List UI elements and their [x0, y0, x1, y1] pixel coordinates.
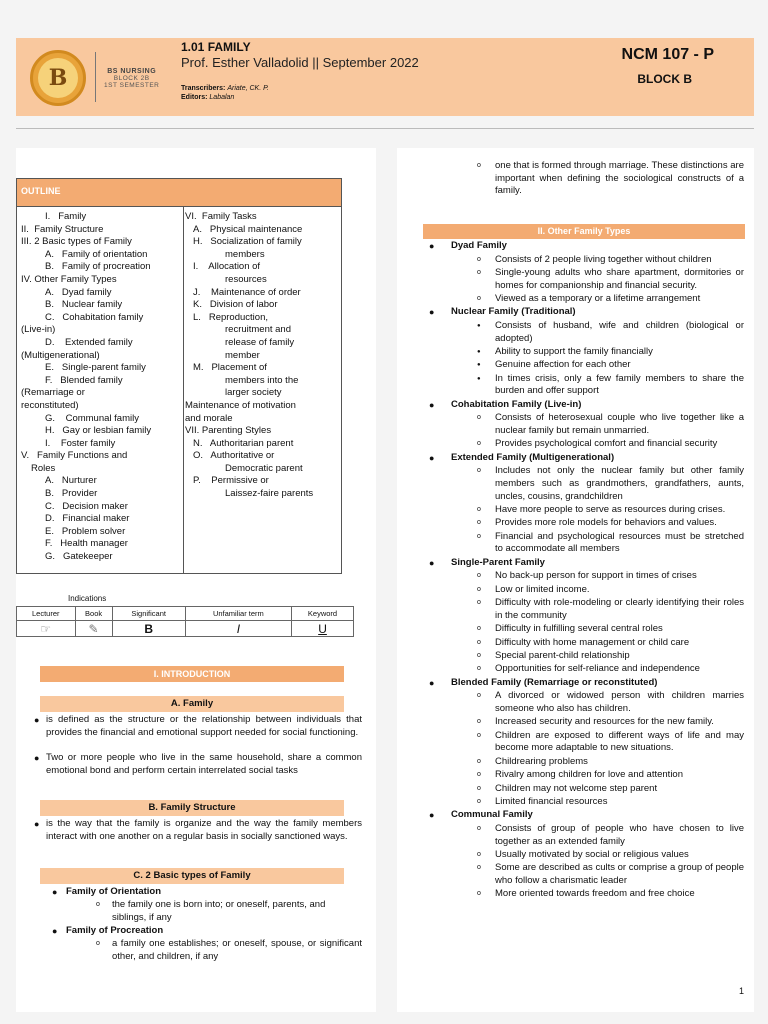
outline-item: B. Provider	[45, 488, 98, 500]
outline-item: members	[225, 248, 265, 260]
family-type-heading: ● Communal Family	[429, 809, 533, 821]
section-label: BLOCK B	[637, 72, 692, 86]
family-type-point: ● Ability to support the family financially	[477, 346, 653, 357]
outline-item: E. Single-parent family	[45, 362, 146, 374]
outline-item: and morale	[185, 412, 233, 424]
outline-item: G. Communal family	[45, 412, 139, 424]
outline-box	[16, 178, 342, 574]
family-type-point: o Includes not only the nuclear family but other family members such as grandmothers, grandfathers, aunts, uncles, cousins, grandchildren	[477, 465, 744, 502]
family-type-point: o Children are exposed to different ways of life and may become more adaptable to new situations.	[477, 729, 744, 754]
header-rule	[16, 128, 754, 129]
family-type-point: o Difficulty with role-modeling or clearly identifying their roles in the community	[477, 597, 744, 621]
family-heading: A. Family	[40, 696, 344, 712]
outline-item: O. Authoritative or	[193, 450, 275, 462]
structure-heading: B. Family Structure	[40, 800, 344, 816]
outline-item: D. Extended family	[45, 336, 133, 348]
outline-item: J. Maintenance of order	[193, 286, 301, 298]
outline-item: B. Nuclear family	[45, 299, 123, 311]
family-type-point: o Single-young adults who share apartment, dormitories or homes for companionship and financial security.	[477, 267, 744, 291]
family-type-point: o Provides more role models for behaviors and values.	[477, 517, 717, 529]
family-type-point: o No back-up person for support in times of crises	[477, 570, 697, 582]
outline-item: A. Family of orientation	[45, 248, 148, 260]
outline-item: II. Family Structure	[21, 223, 104, 235]
structure-bullet-1: ● is the way that the family is organize and the way the family members interact with one another on a regular basis in socially sanctioned ways.	[34, 818, 362, 842]
outline-item: release of family	[225, 336, 295, 348]
outline-item: recruitment and	[225, 324, 292, 336]
outline-item: P. Permissive or	[193, 475, 269, 487]
family-type-point: o Special parent-child relationship	[477, 650, 630, 661]
family-type-point: o Low or limited income.	[477, 583, 590, 595]
outline-item: VI. Family Tasks	[185, 211, 257, 222]
outline-item: C. Cohabitation family	[45, 311, 144, 323]
indications-table: Lecturer Book Significant Unfamiliar term Keyword ☞ ✎ B I U	[16, 606, 354, 637]
family-type-point: o More oriented towards freedom and free choice	[477, 888, 695, 900]
family-type-point: ● Genuine affection for each other	[477, 359, 631, 371]
family-type-point: o Difficulty with home management or child care	[477, 636, 690, 648]
family-type-heading: ● Dyad Family	[429, 240, 507, 251]
outline-item: Roles	[31, 462, 56, 474]
family-type-heading: ● Single-Parent Family	[429, 556, 545, 568]
outline-item: Laissez-faire parents	[225, 488, 314, 500]
outline-item: G. Gatekeeper	[45, 551, 113, 563]
family-type-heading: ● Cohabitation Family (Live-in)	[429, 398, 582, 410]
introduction-heading: I. INTRODUCTION	[40, 666, 344, 682]
lecture-title: 1.01 FAMILY	[181, 40, 251, 54]
other-types-heading: II. Other Family Types	[423, 224, 745, 239]
outline-item: E. Problem solver	[45, 525, 126, 537]
outline-heading: OUTLINE	[17, 179, 341, 207]
outline-item: H. Gay or lesbian family	[45, 425, 152, 437]
class-logo: B	[30, 50, 86, 106]
family-type-point: ● Consists of husband, wife and children (biological or adopted)	[477, 320, 744, 344]
outline-item: A. Nurturer	[45, 475, 97, 487]
family-type-point: ● In times crisis, only a few family members to share the burden and offer support	[477, 372, 744, 397]
continued-text: o one that is formed through marriage. These distinctions are important when defining the sociological constructs of a family.	[477, 160, 744, 197]
outline-item: members into the	[225, 374, 299, 386]
procreation-text: o a family one establishes; or oneself, spouse, or significant other, and children, if any	[96, 938, 362, 962]
outline-item: Democratic parent	[225, 462, 303, 474]
outline-item: B. Family of procreation	[45, 261, 151, 273]
orientation-text: o the family one is born into; or oneself, parents, and siblings, if any	[96, 899, 326, 923]
family-type-heading: ● Blended Family (Remarriage or reconstituted)	[429, 676, 658, 688]
outline-item: (Live-in)	[21, 324, 56, 336]
family-bullet-2: ● Two or more people who live in the same household, share a common emotional bond and perform certain interrelated social tasks	[34, 752, 362, 776]
types-heading: C. 2 Basic types of Family	[40, 868, 344, 884]
family-type-point: o Usually motivated by social or religious values	[477, 849, 689, 860]
outline-item: F. Health manager	[45, 538, 128, 550]
outline-item: (Remarriage or	[21, 387, 85, 399]
family-type-point: o Consists of heterosexual couple who live together like a nuclear family but remain unmarried.	[477, 412, 744, 436]
outline-item: N. Authoritarian parent	[193, 437, 294, 449]
family-type-point: o Provides psychological comfort and financial security	[477, 438, 718, 450]
outline-item: IV. Other Family Types	[21, 273, 117, 285]
outline-item: A. Dyad family	[45, 286, 112, 298]
outline-item: I. Foster family	[45, 437, 116, 449]
outline-item: III. 2 Basic types of Family	[21, 236, 132, 248]
family-type-point: o Viewed as a temporary or a lifetime arrangement	[477, 293, 701, 304]
outline-item: M. Placement of	[193, 362, 267, 374]
procreation-heading: ● Family of Procreation	[52, 925, 164, 936]
family-type-point: o A divorced or widowed person with children marries someone who also has children.	[477, 690, 744, 714]
outline-item: VII. Parenting Styles	[185, 425, 272, 437]
outline-item: F. Blended family	[45, 374, 123, 386]
outline-item: larger society	[225, 387, 282, 399]
outline-item: C. Decision maker	[45, 500, 128, 512]
right-column	[397, 148, 754, 1012]
family-type-point: o Consists of 2 people living together without children	[477, 253, 712, 265]
outline-item: A. Physical maintenance	[193, 223, 303, 235]
family-type-point: o Childrearing problems	[477, 755, 588, 767]
left-column	[16, 148, 376, 1012]
family-type-heading: ● Nuclear Family (Traditional)	[429, 306, 576, 318]
outline-item: K. Division of labor	[193, 299, 278, 311]
outline-col-2	[185, 211, 341, 501]
program-block: BS NURSING BLOCK 2B 1ST SEMESTER	[104, 68, 160, 89]
outline-item: H. Socialization of family	[193, 236, 302, 248]
page-number: 1	[738, 986, 744, 996]
family-type-point: o Consists of group of people who have chosen to live together as an extended family	[477, 823, 744, 847]
outline-item: I. Allocation of	[193, 261, 261, 273]
family-type-point: o Have more people to serve as resources during crises.	[477, 504, 726, 515]
outline-item: reconstituted)	[21, 399, 79, 411]
outline-item: member	[225, 349, 260, 361]
family-type-point: o Rivalry among children for love and attention	[477, 769, 683, 781]
credits: Transcribers: Ariate, CK. P. Editors: Labalan	[181, 85, 269, 101]
outline-item: (Multigenerational)	[21, 349, 100, 361]
course-code: NCM 107 - P	[621, 46, 714, 63]
family-type-point: o Difficulty in fulfilling several central roles	[477, 623, 663, 635]
family-type-point: o Increased security and resources for the new family.	[477, 716, 714, 728]
family-type-point: o Some are described as cults or comprise a group of people who follow a charismatic leader	[477, 862, 744, 886]
family-type-point: o Limited financial resources	[477, 796, 608, 807]
family-type-point: o Opportunities for self-reliance and independence	[477, 663, 700, 675]
outline-item: D. Financial maker	[45, 513, 130, 525]
outline-item: Maintenance of motivation	[185, 399, 296, 411]
outline-col-1	[21, 211, 181, 564]
family-type-point: o Children may not welcome step parent	[477, 782, 658, 794]
family-bullet-1: ● is defined as the structure or the relationship between individuals that provides the financial and emotional support needed for social functioning.	[34, 714, 362, 738]
indications-label: Indications	[68, 594, 107, 603]
page-header	[16, 38, 754, 116]
family-type-point: o Financial and psychological resources must be stretched to accommodate all members	[477, 530, 744, 555]
family-type-heading: ● Extended Family (Multigenerational)	[429, 451, 615, 463]
orientation-heading: ● Family of Orientation	[52, 886, 162, 897]
outline-item: L. Reproduction,	[193, 311, 268, 323]
outline-item: I. Family	[45, 211, 87, 222]
outline-item: V. Family Functions and	[21, 450, 128, 462]
outline-item: resources	[225, 273, 267, 285]
professor-date: Prof. Esther Valladolid || September 2022	[181, 55, 419, 70]
header-divider	[95, 52, 96, 102]
